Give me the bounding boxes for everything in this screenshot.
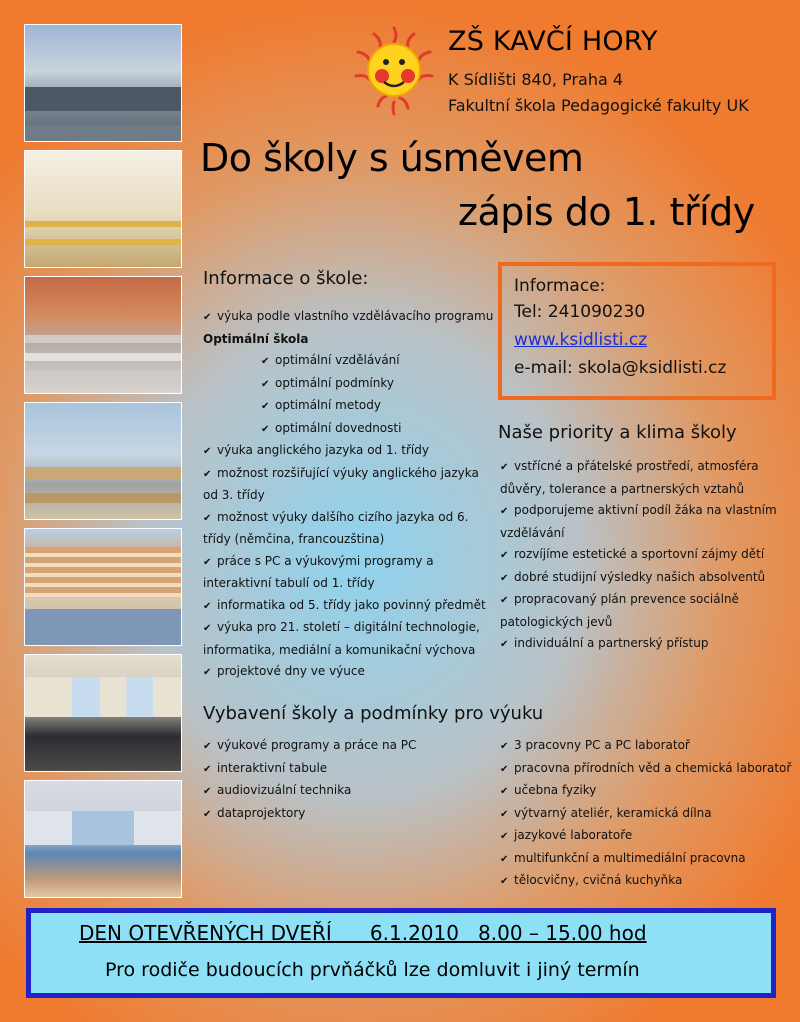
list-item: ✔ multifunkční a multimediální pracovna [500,848,791,871]
list-item: ✔ optimální vzdělávání [203,350,493,373]
list-item: ✔ 3 pracovny PC a PC laboratoř [500,735,791,758]
check-icon: ✔ [203,512,212,524]
equipment-list-left [203,735,416,825]
check-icon: ✔ [261,356,270,367]
open-day-banner [26,908,776,998]
photo-language-lab [24,402,182,520]
list-item: ✔ možnost výuky dalšího cizího jazyka od 6. [203,507,493,530]
list-item: ✔ dataprojektory [203,803,416,826]
check-icon: ✔ [261,401,270,412]
list-item: ✔ rozvíjíme estetické a sportovní zájmy dětí [500,544,777,567]
list-item: ✔ vstřícné a přátelské prostředí, atmosféra [500,456,777,479]
list-item: ✔ dobré studijní výsledky našich absolventů [500,567,777,590]
list-item: ✔ individuální a partnerský přístup [500,633,777,656]
contact-phone: Tel: 241090230 [514,302,646,322]
check-icon: ✔ [261,423,270,435]
check-icon: ✔ [203,763,212,775]
check-icon: ✔ [203,623,212,634]
website-link[interactable]: www.ksidlisti.cz [514,330,648,350]
check-icon: ✔ [500,876,509,887]
school-info-list [203,306,493,684]
check-icon: ✔ [500,763,509,775]
check-icon: ✔ [203,741,212,752]
list-item: ✔ možnost rozšiřující výuky anglického jazyka [203,463,493,486]
check-icon: ✔ [500,831,509,842]
equipment-list-right [500,735,791,893]
headline-sub: zápis do 1. třídy [458,190,755,234]
check-icon: ✔ [500,639,509,650]
list-item: ✔ jazykové laboratoře [500,825,791,848]
list-item: ✔ podporujeme aktivní podíl žáka na vlastním [500,500,777,523]
list-item: ✔ informatika od 5. třídy jako povinný předmět [203,595,493,618]
list-item: ✔ výukové programy a práce na PC [203,735,416,758]
list-item: ✔ audiovizuální technika [203,780,416,803]
list-item: patologických jevů [500,614,613,629]
check-icon: ✔ [500,595,509,606]
priorities-list [500,456,777,656]
contact-info-box [498,262,776,400]
list-item: ✔ tělocvičny, cvičná kuchyňka [500,870,791,893]
check-icon: ✔ [203,667,212,678]
list-item: ✔ výuka anglického jazyka od 1. třídy [203,440,493,463]
check-icon: ✔ [500,786,509,797]
list-item: interaktivní tabulí od 1. třídy [203,576,375,590]
section-title-priorities: Naše priority a klima školy [498,422,737,443]
contact-title: Informace: [514,276,606,296]
check-icon: ✔ [203,468,212,480]
list-item: důvěry, tolerance a partnerských vztahů [500,481,745,496]
check-icon: ✔ [203,556,212,568]
check-icon: ✔ [203,312,212,323]
photo-school-courtyard [24,528,182,646]
list-item: ✔ výuka podle vlastního vzdělávacího programu [203,306,493,329]
list-item: ✔ učebna fyziky [500,780,791,803]
check-icon: ✔ [203,600,212,612]
list-item: ✔ projektové dny ve výuce [203,661,493,684]
list-item: ✔ pracovna přírodních věd a chemická laboratoř [500,758,791,781]
list-item: ✔ práce s PC a výukovými programy a [203,551,493,574]
sun-mascot-logo [348,22,440,118]
list-item: ✔ výuka pro 21. století – digitální technologie, [203,617,493,640]
photo-classroom [24,150,182,268]
check-icon: ✔ [203,808,212,820]
list-item: vzdělávání [500,525,565,540]
check-icon: ✔ [500,462,509,473]
section-title-equipment: Vybavení školy a podmínky pro výuku [203,703,544,724]
list-item: ✔ optimální podmínky [203,373,493,396]
photo-computer-lab [24,654,182,772]
check-icon: ✔ [203,786,212,797]
check-icon: ✔ [500,572,509,584]
list-item: od 3. třídy [203,488,265,502]
school-name: ZŠ KAVČÍ HORY [448,26,658,57]
section-title-school-info: Informace o škole: [203,268,369,289]
list-item: ✔ propracovaný plán prevence sociálně [500,589,777,612]
open-day-date: DEN OTEVŘENÝCH DVEŘÍ 6.1.2010 8.00 – 15.00 hod [79,921,647,945]
photo-school-building [24,24,182,142]
photo-auditorium [24,276,182,394]
check-icon: ✔ [500,853,509,865]
list-item: Optimální škola [203,331,309,346]
check-icon: ✔ [203,446,212,457]
list-item: ✔ optimální dovednosti [203,418,493,441]
list-item: informatika, mediální a komunikační výchova [203,642,476,657]
check-icon: ✔ [500,808,509,820]
headline-main: Do školy s úsměvem [200,136,584,180]
list-item: třídy (němčina, francouzština) [203,532,385,546]
check-icon: ✔ [261,378,270,390]
photo-school-lobby [24,780,182,898]
list-item: ✔ optimální metody [203,395,493,418]
check-icon: ✔ [500,506,509,517]
school-affiliation: Fakultní škola Pedagogické fakulty UK [448,96,749,115]
list-item: ✔ interaktivní tabule [203,758,416,781]
check-icon: ✔ [500,550,509,561]
open-day-note: Pro rodiče budoucích prvňáčků lze domluvit i jiný termín [105,959,640,981]
check-icon: ✔ [500,741,509,752]
school-address: K Sídlišti 840, Praha 4 [448,70,624,89]
contact-email: e-mail: skola@ksidlisti.cz [514,358,727,378]
list-item: ✔ výtvarný ateliér, keramická dílna [500,803,791,826]
